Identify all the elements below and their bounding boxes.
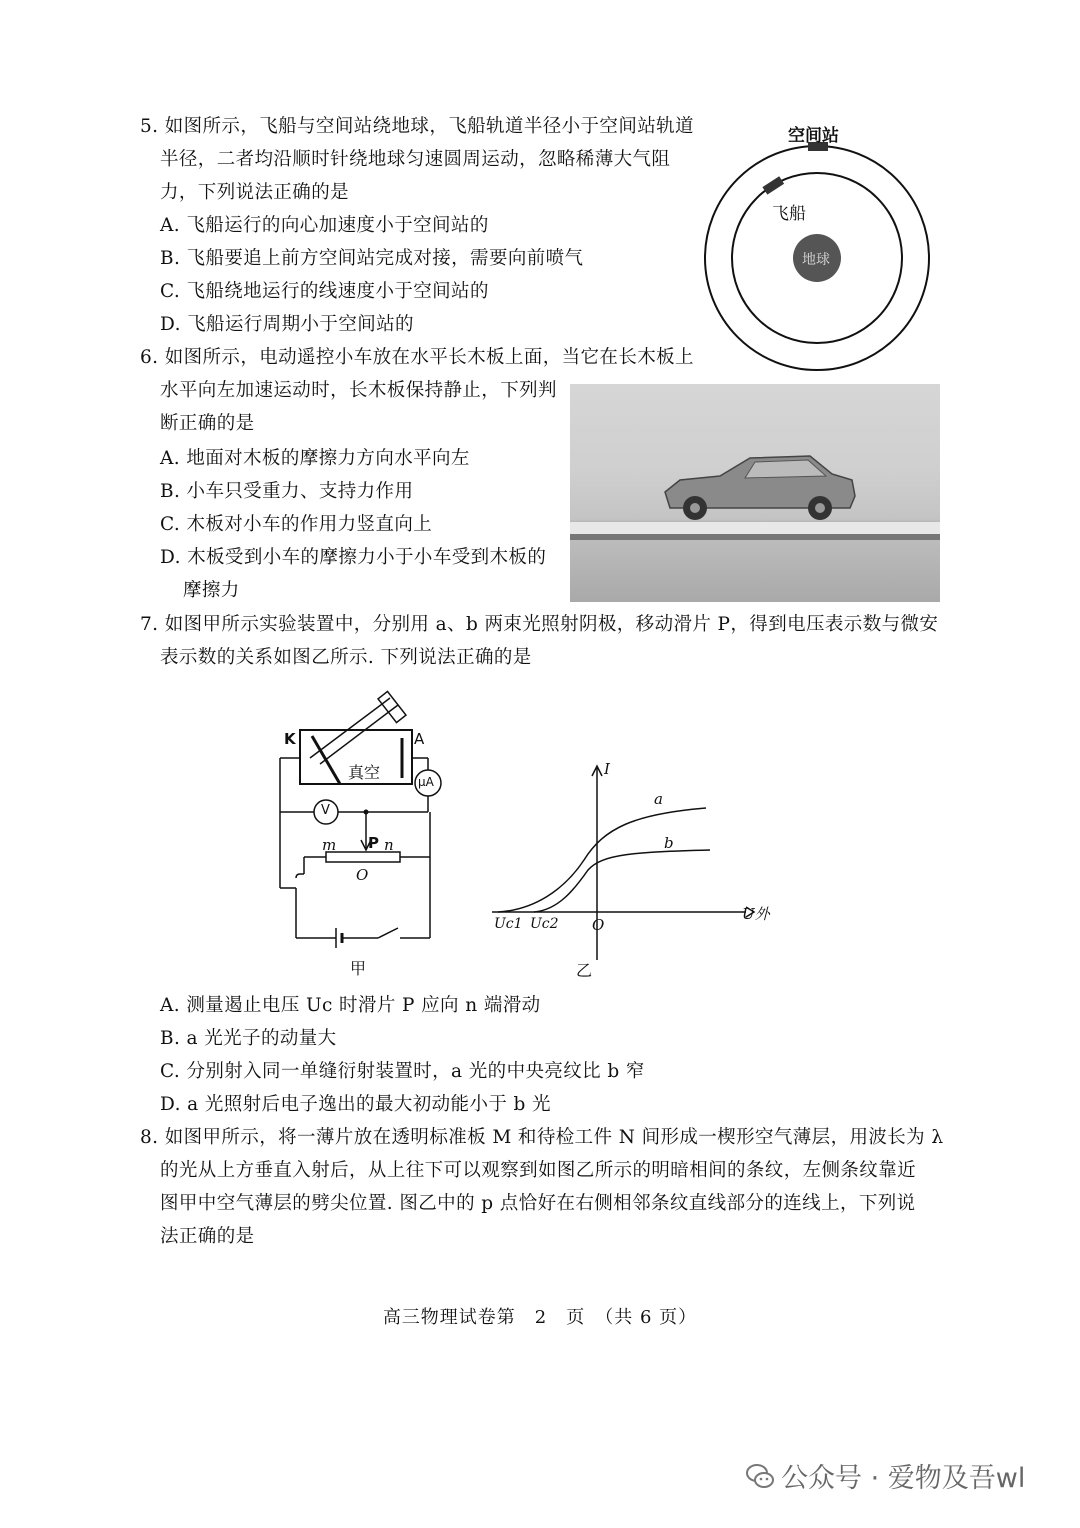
o-label: O	[356, 866, 369, 884]
q5-option-c: C. 飞船绕地运行的线速度小于空间站的	[160, 281, 489, 302]
m-label: m	[322, 836, 337, 854]
p-label: P	[368, 834, 379, 852]
q7-option-a: A. 测量遏止电压 Uc 时滑片 P 应向 n 端滑动	[160, 995, 541, 1016]
q5-option-a: A. 飞船运行的向心加速度小于空间站的	[160, 215, 489, 236]
curve-a-label: a	[654, 790, 663, 808]
station-label: 空间站	[788, 126, 839, 146]
curve-b-label: b	[664, 834, 674, 852]
q8-stem-line-1: 8. 如图甲所示，将一薄片放在透明标准板 M 和待检工件 N 间形成一楔形空气薄层，用波长为 λ	[140, 1127, 944, 1148]
orbit-figure	[700, 115, 940, 375]
q7-stem-line-2: 表示数的关系如图乙所示. 下列说法正确的是	[160, 647, 532, 668]
earth-label: 地球	[802, 252, 830, 268]
cathode-label: K	[284, 730, 296, 748]
q5-stem-line-2: 半径，二者均沿顺时针绕地球匀速圆周运动，忽略稀薄大气阻	[160, 149, 671, 170]
q5-option-b: B. 飞船要追上前方空间站完成对接，需要向前喷气	[160, 248, 584, 269]
q7-option-c: C. 分别射入同一单缝衍射装置时，a 光的中央亮纹比 b 窄	[160, 1061, 645, 1082]
n-label: n	[384, 836, 394, 854]
voltmeter-label: V	[321, 803, 330, 818]
anode-label: A	[414, 730, 425, 748]
q6-stem-line-3: 断正确的是	[160, 413, 255, 434]
iv-graph	[484, 760, 774, 980]
q6-option-d: D. 木板受到小车的摩擦力小于小车受到木板的	[160, 547, 547, 568]
q8-stem-line-4: 法正确的是	[160, 1226, 255, 1247]
vacuum-label: 真空	[348, 763, 381, 782]
graph-y-label: I	[604, 760, 610, 778]
circuit-diagram	[270, 678, 470, 978]
q6-option-c: C. 木板对小车的作用力竖直向上	[160, 514, 433, 535]
wechat-icon	[745, 1461, 775, 1491]
q6-option-b: B. 小车只受重力、支持力作用	[160, 481, 414, 502]
q5-stem-line-3: 力，下列说法正确的是	[160, 182, 350, 203]
q7-stem-line-1: 7. 如图甲所示实验装置中，分别用 a、b 两束光照射阴极，移动滑片 P，得到电压表示数与微安	[140, 614, 939, 635]
uc2-label: Uc2	[530, 916, 559, 932]
q6-option-a: A. 地面对木板的摩擦力方向水平向左	[160, 448, 470, 469]
q5-stem-line-1: 5. 如图所示，飞船与空间站绕地球，飞船轨道半径小于空间站轨道	[140, 116, 694, 137]
q7-option-b: B. a 光光子的动量大	[160, 1028, 337, 1049]
car-photo	[570, 384, 940, 602]
q5-option-d: D. 飞船运行周期小于空间站的	[160, 314, 414, 335]
origin-label: O	[592, 916, 605, 934]
q6-stem-line-1: 6. 如图所示，电动遥控小车放在水平长木板上面，当它在长木板上	[140, 347, 694, 368]
watermark-text: 公众号 · 爱物及吾wl	[781, 1463, 1026, 1494]
q6-stem-line-2: 水平向左加速运动时，长木板保持静止，下列判	[160, 380, 557, 401]
page-footer: 高三物理试卷第 2 页 （共 6 页）	[382, 1307, 698, 1328]
ship-label: 飞船	[772, 204, 806, 224]
q6-option-d-cont: 摩擦力	[183, 580, 240, 601]
q8-stem-line-3: 图甲中空气薄层的劈尖位置. 图乙中的 p 点恰好在右侧相邻条纹直线部分的连线上，下列说	[160, 1193, 916, 1214]
circuit-caption: 甲	[350, 959, 367, 978]
watermark	[745, 1456, 1025, 1495]
q8-stem-line-2: 的光从上方垂直入射后，从上往下可以观察到如图乙所示的明暗相间的条纹，左侧条纹靠近	[160, 1160, 917, 1181]
graph-x-label: U外	[742, 905, 770, 923]
graph-caption: 乙	[576, 961, 593, 980]
microammeter-label: μA	[418, 775, 434, 789]
q7-option-d: D. a 光照射后电子逸出的最大初动能小于 b 光	[160, 1094, 551, 1115]
uc1-label: Uc1	[494, 916, 523, 932]
